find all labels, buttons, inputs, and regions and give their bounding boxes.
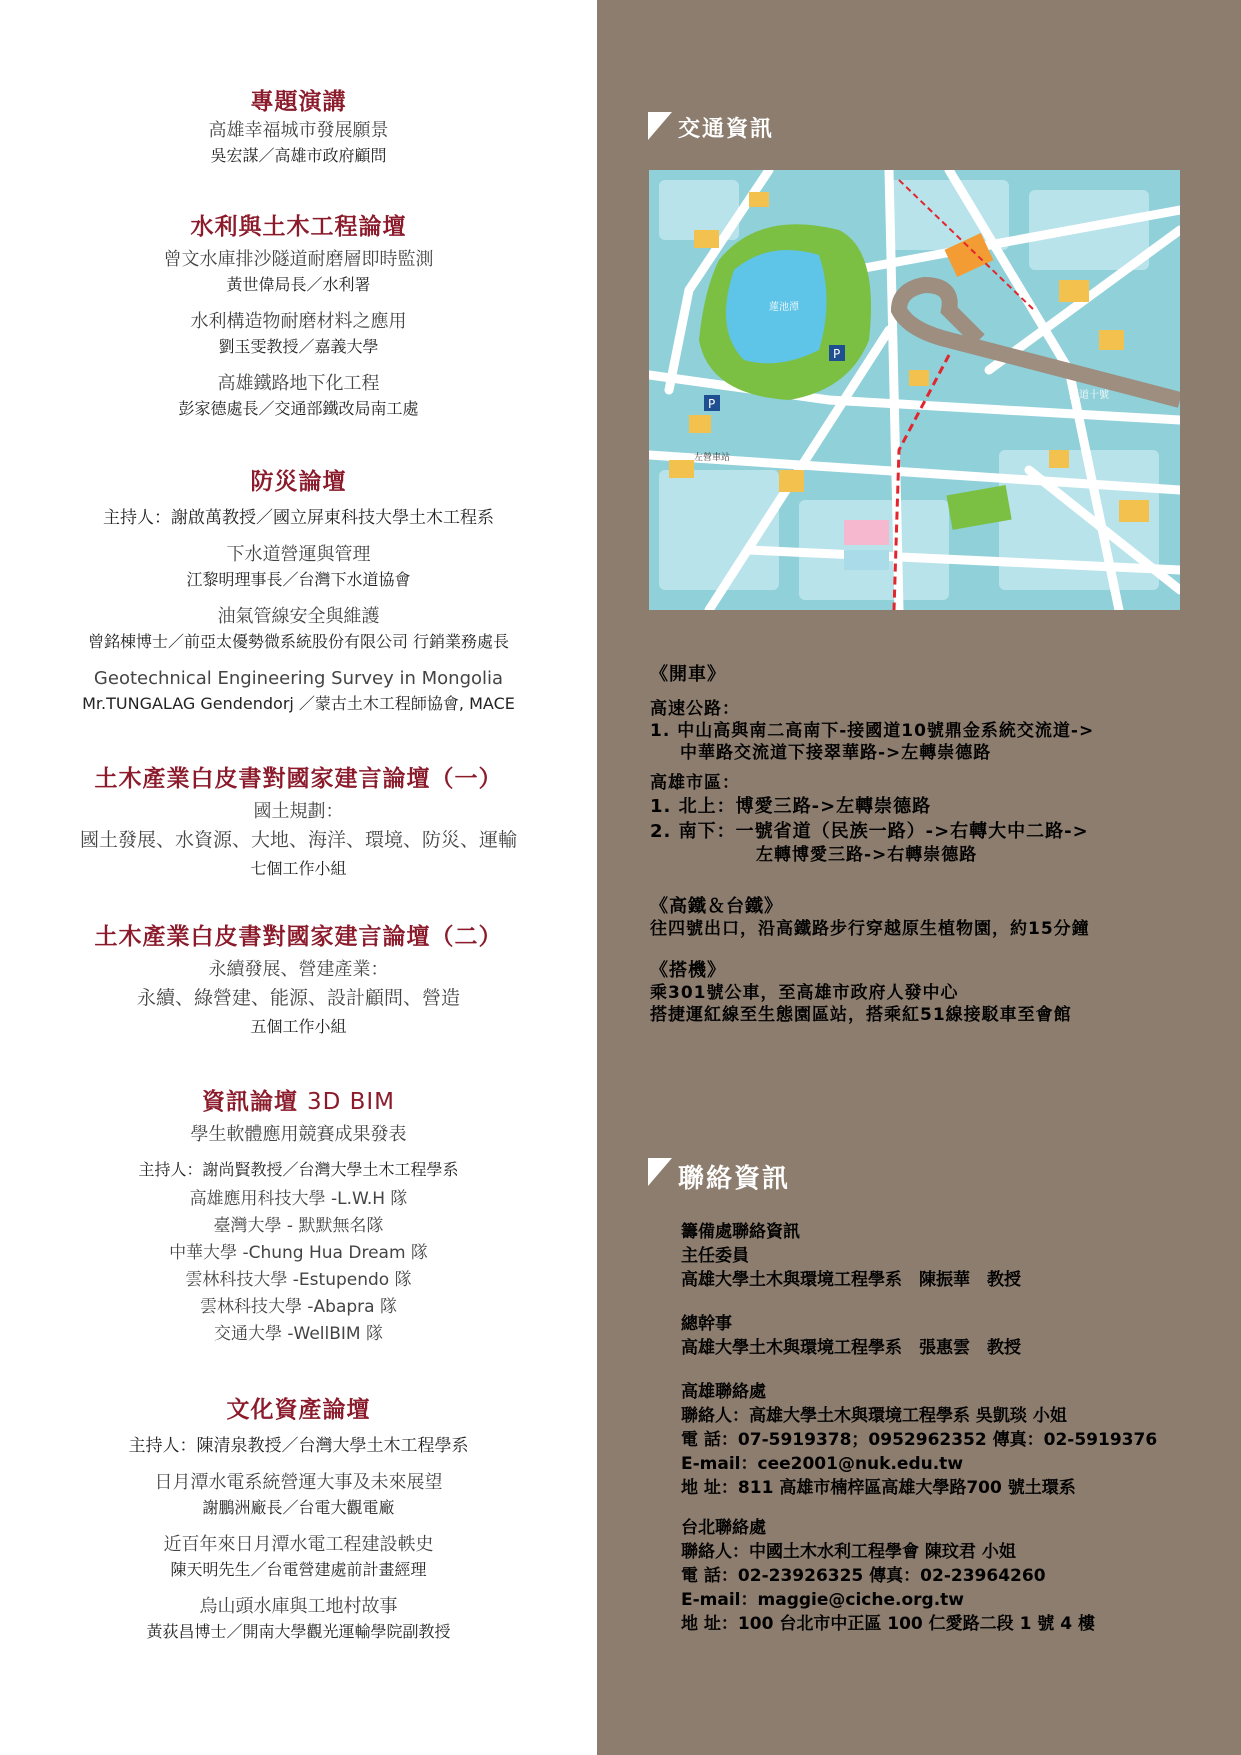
bim-forum-section bbox=[0, 1086, 597, 1348]
contact-info bbox=[681, 1220, 1221, 1648]
taipei-contact: 聯絡人：中國土木水利工程學會 陳玟君 小姐 bbox=[681, 1542, 1016, 1562]
forum-groups: 七個工作小組 bbox=[250, 859, 347, 878]
map-station-label: 左營車站 bbox=[694, 453, 731, 463]
forum-topic-detail: 國土發展、水資源、大地、海洋、環境、防災、運輸 bbox=[79, 829, 517, 851]
secretary bbox=[681, 1312, 1221, 1360]
talk-title: 高雄鐵路地下化工程 bbox=[217, 373, 380, 394]
talk-title: 水利構造物耐磨材料之應用 bbox=[190, 311, 407, 332]
secretary-name: 高雄大學土木與環境工程學系 張惠雲 教授 bbox=[681, 1338, 1021, 1358]
prep-heading: 籌備處聯絡資訊 bbox=[681, 1222, 800, 1242]
contact-info-title bbox=[648, 1158, 790, 1195]
talk-speaker: 江黎明理事長／台灣下水道協會 bbox=[186, 570, 411, 589]
bim-heading-en: 3D BIM bbox=[306, 1089, 396, 1115]
map-lake-label: 蓮池潭 bbox=[769, 302, 799, 313]
taipei-office bbox=[681, 1516, 1221, 1636]
taipei-address: 地 址：100 台北市中正區 100 仁愛路二段 1 號 4 樓 bbox=[681, 1614, 1095, 1634]
talk-title: 高雄幸福城市發展願景 bbox=[208, 120, 389, 141]
drive-highway-1: 1. 中山高與南二高南下-接國道10號鼎金系統交流道-> bbox=[650, 721, 1095, 741]
whitepaper-forum-1-heading: 土木產業白皮書對國家建言論壇（一） bbox=[94, 766, 503, 792]
section-triangle-icon bbox=[648, 1158, 672, 1186]
chair-name: 高雄大學土木與環境工程學系 陳振華 教授 bbox=[681, 1270, 1021, 1290]
talk-speaker: 黃荻昌博士／開南大學觀光運輸學院副教授 bbox=[146, 1622, 451, 1641]
hsr-text: 往四號出口，沿高鐵路步行穿越原生植物園，約15分鐘 bbox=[650, 919, 1090, 939]
bus-text-2: 搭捷運紅線至生態園區站，搭乘紅51線接駁車至會館 bbox=[650, 1005, 1072, 1025]
talk-speaker: 彭家德處長／交通部鐵改局南工處 bbox=[178, 399, 419, 418]
disaster-forum-section bbox=[0, 466, 597, 716]
team-item: 雲林科技大學 -Abapra 隊 bbox=[200, 1297, 397, 1317]
kaohsiung-address: 地 址：811 高雄市楠梓區高雄大學路700 號土環系 bbox=[681, 1478, 1076, 1498]
team-item: 中華大學 -Chung Hua Dream 隊 bbox=[169, 1243, 428, 1263]
disaster-forum-heading: 防災論壇 bbox=[250, 469, 347, 495]
location-map[interactable] bbox=[649, 170, 1180, 610]
talk-title: 曾文水庫排沙隧道耐磨層即時監測 bbox=[163, 249, 434, 270]
forum-groups: 五個工作小組 bbox=[250, 1017, 347, 1036]
drive-highway-1b: 中華路交流道下接翠華路->左轉崇德路 bbox=[680, 743, 992, 763]
forum-host: 主持人：陳清泉教授／台灣大學土木工程學系 bbox=[128, 1436, 469, 1456]
talk-title: 油氣管線安全與維護 bbox=[217, 606, 380, 627]
hsr-heading: 《高鐵＆台鐵》 bbox=[650, 896, 783, 917]
talk-speaker: 陳天明先生／台電營建處前計畫經理 bbox=[170, 1560, 427, 1579]
team-item: 雲林科技大學 -Estupendo 隊 bbox=[185, 1270, 412, 1290]
kaohsiung-office bbox=[681, 1380, 1221, 1500]
talk-title: 近百年來日月潭水電工程建設軼史 bbox=[163, 1534, 434, 1555]
transport-info bbox=[650, 664, 1210, 1026]
team-item: 交通大學 -WellBIM 隊 bbox=[213, 1324, 383, 1344]
forum-topic: 國土規劃： bbox=[253, 801, 344, 822]
talk-speaker: 謝鵬洲廠長／台電大觀電廠 bbox=[202, 1498, 395, 1517]
whitepaper-forum-2-heading: 土木產業白皮書對國家建言論壇（二） bbox=[94, 924, 503, 950]
kaohsiung-contact: 聯絡人：高雄大學土木與環境工程學系 吳凱琰 小姐 bbox=[681, 1406, 1067, 1426]
forum-topic-detail: 永續、綠營建、能源、設計顧問、營造 bbox=[136, 987, 460, 1009]
talk-title: 下水道營運與管理 bbox=[226, 544, 371, 565]
team-item: 高雄應用科技大學 -L.W.H 隊 bbox=[189, 1189, 408, 1209]
talk-title: 日月潭水電系統營運大事及未來展望 bbox=[154, 1472, 443, 1493]
drive-city-2b: 左轉博愛三路->右轉崇德路 bbox=[756, 845, 978, 865]
talk-speaker: 曾銘棟博士／前亞太優勢微系統股份有限公司 行銷業務處長 bbox=[87, 632, 510, 651]
drive-heading: 《開車》 bbox=[650, 664, 726, 685]
drive-highway-label: 高速公路： bbox=[650, 699, 740, 719]
section-triangle-icon bbox=[648, 112, 672, 140]
talk-title: Geotechnical Engineering Survey in Mongolia bbox=[93, 668, 504, 689]
water-forum-section bbox=[0, 211, 597, 421]
whitepaper-forum-2-section bbox=[0, 921, 597, 1039]
map-graphic bbox=[649, 170, 1180, 610]
kaohsiung-email[interactable]: E-mail：cee2001@nuk.edu.tw bbox=[681, 1454, 964, 1474]
secretary-label: 總幹事 bbox=[681, 1314, 732, 1334]
kaohsiung-phone: 電 話：07-5919378；0952962352 傳真：02-5919376 bbox=[681, 1430, 1158, 1450]
svg-text:P: P bbox=[708, 397, 716, 411]
prep-office bbox=[681, 1220, 1221, 1292]
bus-text-1: 乘301號公車，至高雄市政府人發中心 bbox=[650, 983, 959, 1003]
traffic-info-label: 交通資訊 bbox=[678, 117, 775, 142]
forum-host: 主持人：謝尚賢教授／台灣大學土木工程學系 bbox=[138, 1160, 459, 1179]
talk-speaker: 劉玉雯教授／嘉義大學 bbox=[218, 337, 379, 356]
drive-city-label: 高雄市區： bbox=[650, 773, 740, 793]
map-highway-label: 國道十號 bbox=[1069, 390, 1109, 401]
traffic-info-title bbox=[648, 112, 774, 143]
forum-topic: 永續發展、營建產業： bbox=[208, 959, 389, 980]
taipei-heading: 台北聯絡處 bbox=[681, 1518, 766, 1538]
program-column bbox=[0, 0, 597, 1755]
water-forum-heading: 水利與土木工程論壇 bbox=[190, 214, 407, 240]
talk-speaker: 吳宏謀／高雄市政府顧問 bbox=[210, 146, 387, 165]
kaohsiung-heading: 高雄聯絡處 bbox=[681, 1382, 766, 1402]
bus-heading: 《搭機》 bbox=[650, 960, 726, 981]
forum-subtitle: 學生軟體應用競賽成果發表 bbox=[190, 1124, 407, 1145]
chair-label: 主任委員 bbox=[681, 1246, 749, 1266]
bim-forum-heading bbox=[0, 1086, 597, 1118]
team-item: 臺灣大學 - 默默無名隊 bbox=[213, 1216, 384, 1236]
drive-city-2: 2. 南下：一號省道（民族一路）->右轉大中二路-> bbox=[650, 821, 1089, 842]
taipei-email[interactable]: E-mail：maggie@ciche.org.tw bbox=[681, 1590, 964, 1610]
taipei-phone: 電 話：02-23926325 傳真：02-23964260 bbox=[681, 1566, 1046, 1586]
forum-host: 主持人：謝啟萬教授／國立屏東科技大學土木工程系 bbox=[103, 508, 494, 528]
talk-speaker: Mr.TUNGALAG Gendendorj ／蒙古土木工程師協會, MACE bbox=[82, 694, 515, 713]
talk-title: 烏山頭水庫與工地村故事 bbox=[199, 1596, 398, 1617]
whitepaper-forum-1-section bbox=[0, 763, 597, 881]
heritage-forum-heading: 文化資產論壇 bbox=[226, 1397, 371, 1423]
keynote-heading: 專題演講 bbox=[250, 89, 347, 115]
talk-speaker: 黃世偉局長／水利署 bbox=[226, 275, 371, 294]
heritage-forum-section bbox=[0, 1394, 597, 1644]
bim-heading-text: 資訊論壇 bbox=[201, 1089, 298, 1115]
keynote-section bbox=[0, 86, 597, 168]
contact-info-label: 聯絡資訊 bbox=[678, 1164, 791, 1194]
svg-text:P: P bbox=[833, 347, 841, 361]
drive-city-1: 1. 北上：博愛三路->左轉崇德路 bbox=[650, 796, 932, 817]
